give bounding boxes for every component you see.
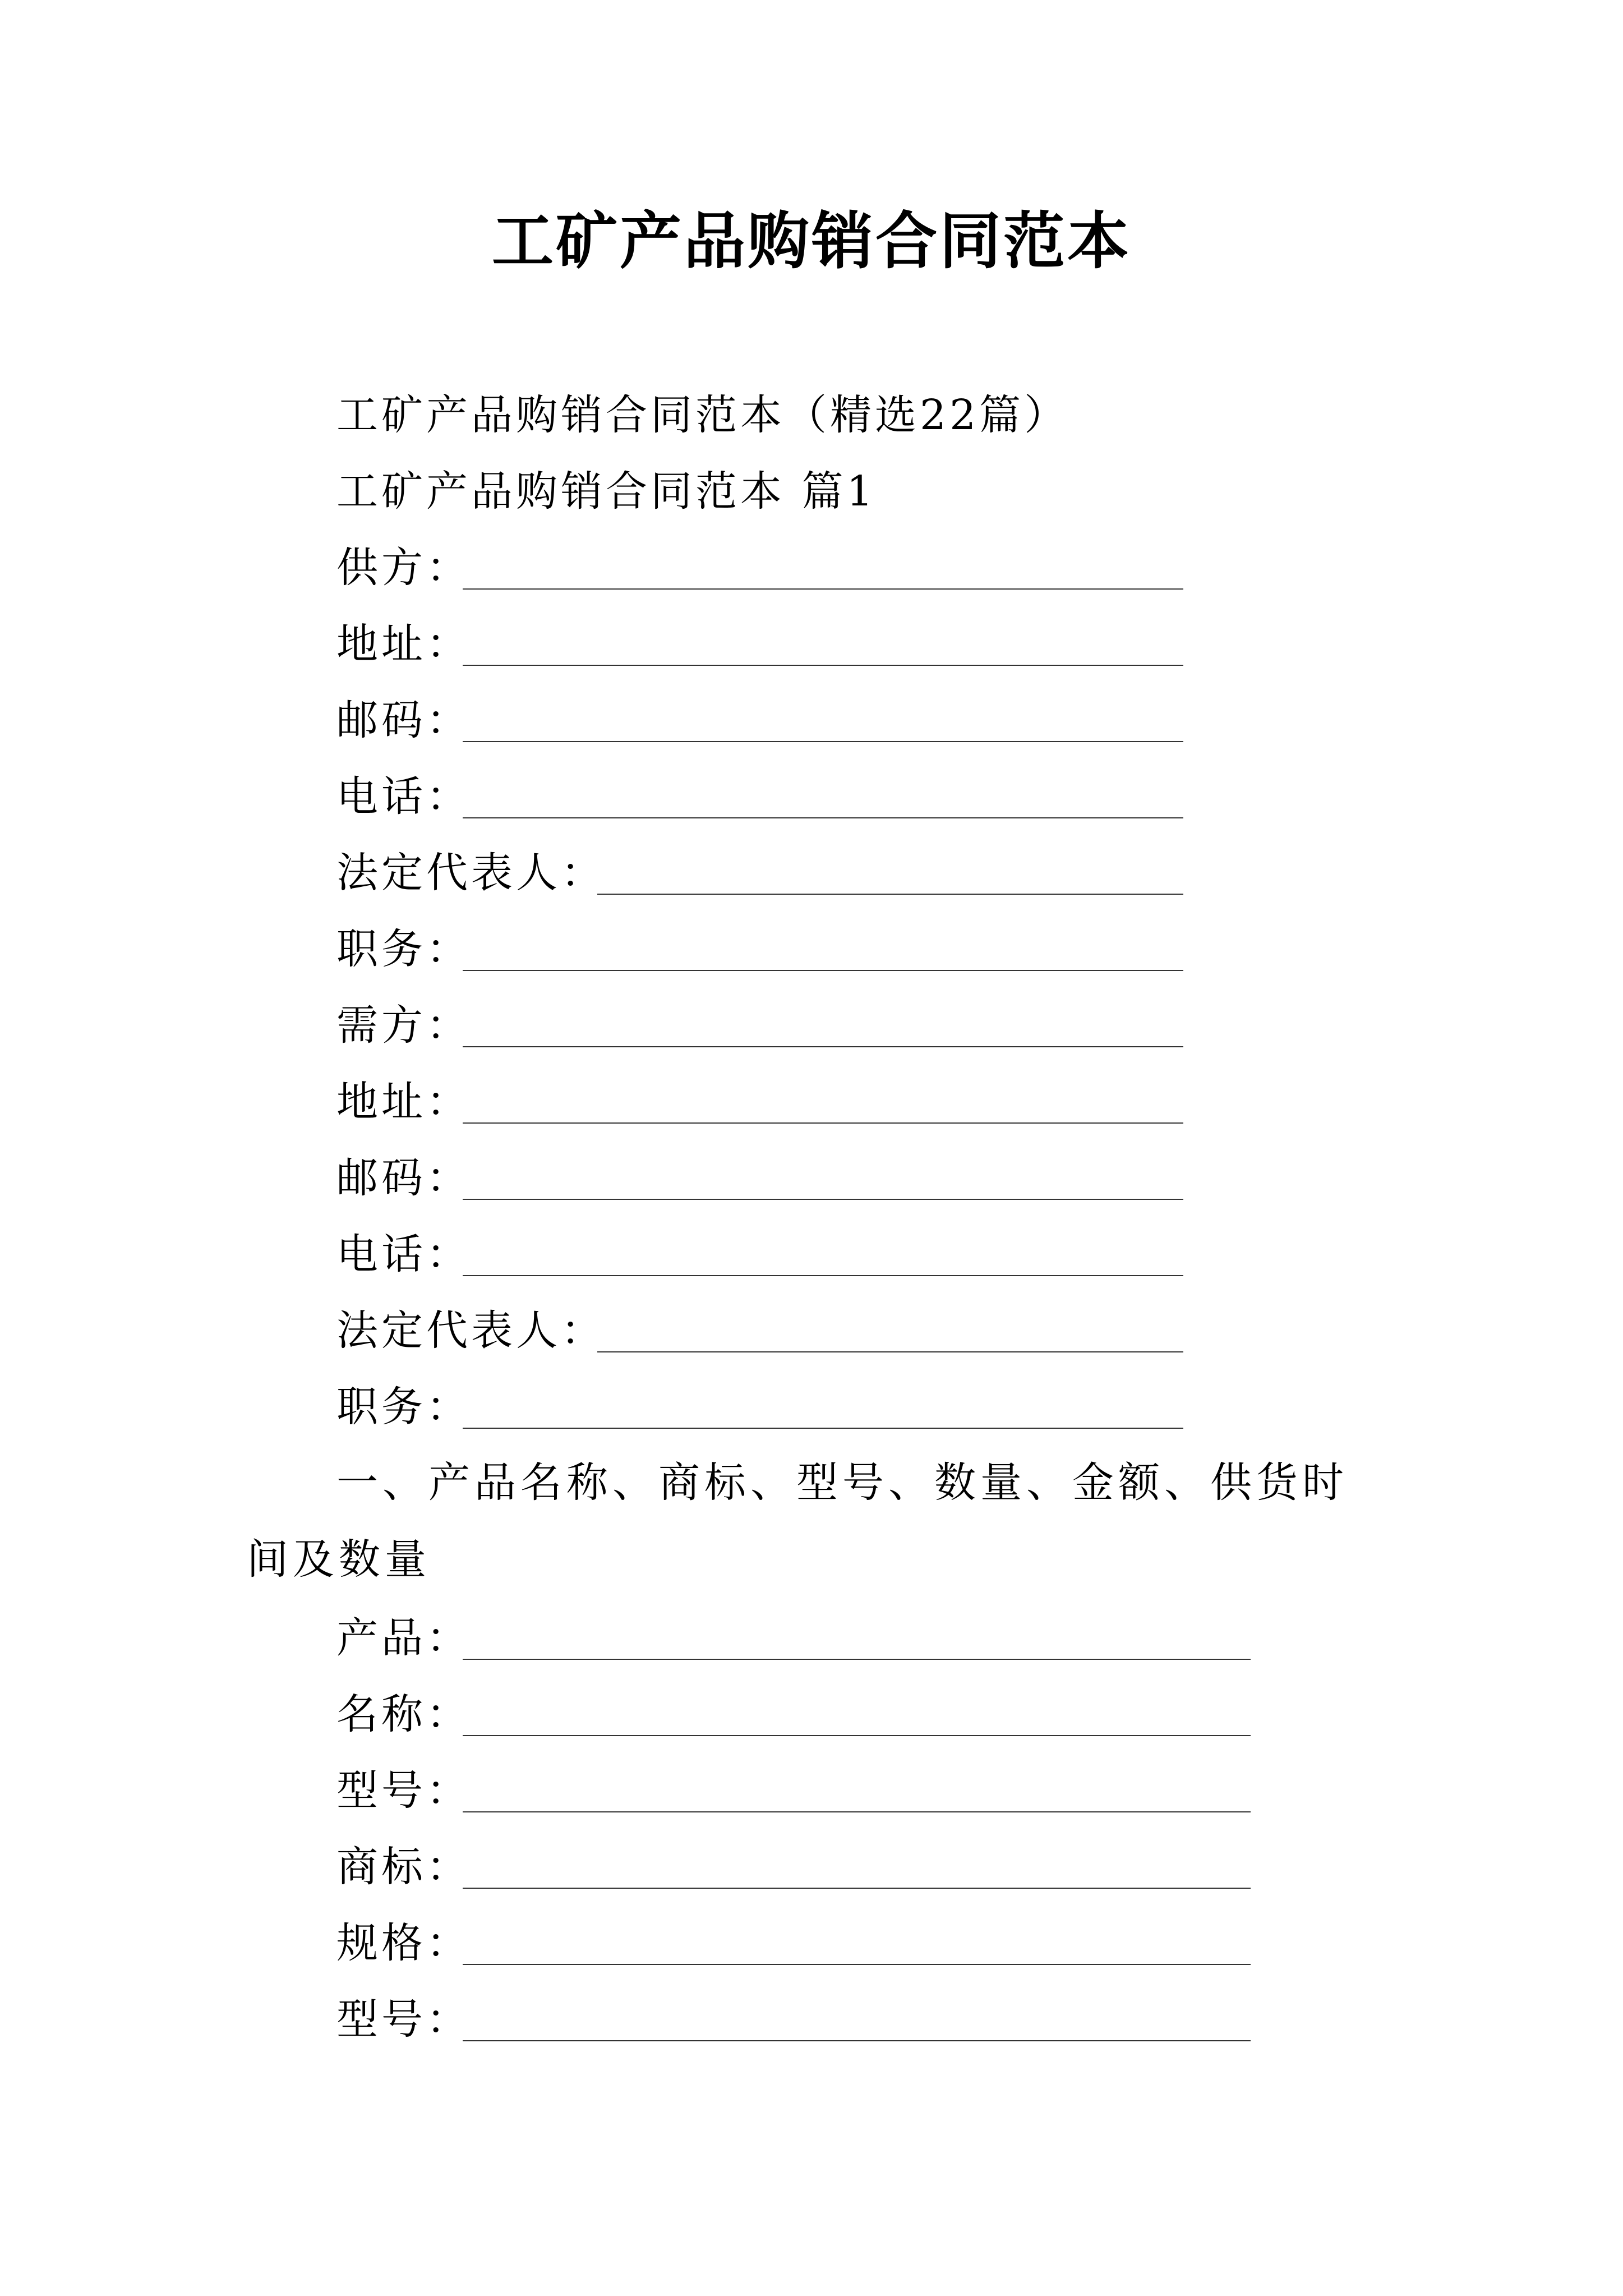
blank-line[interactable] (463, 1991, 1251, 2041)
product-model-field[interactable] (336, 1763, 1251, 1819)
blank-line[interactable] (463, 692, 1183, 742)
field-label: 法定代表人： (336, 1306, 606, 1355)
supplier-postcode-field[interactable] (336, 692, 1183, 748)
buyer-phone-field[interactable] (336, 1226, 1183, 1282)
blank-line[interactable] (463, 1226, 1183, 1276)
buyer-address-field[interactable] (336, 1074, 1183, 1130)
field-label: 型号： (336, 1766, 471, 1815)
field-label: 名称： (336, 1690, 471, 1738)
product-name-field[interactable] (336, 1686, 1251, 1742)
blank-line[interactable] (463, 540, 1183, 590)
product-model-field-2[interactable] (336, 1991, 1251, 2047)
field-label: 法定代表人： (336, 849, 606, 897)
blank-line[interactable] (463, 1150, 1183, 1200)
field-label: 产品： (336, 1614, 471, 1662)
field-label: 职务： (336, 1383, 471, 1431)
field-label: 供方： (336, 544, 471, 592)
section-heading: 工矿产品购销合同范本 篇1 (336, 467, 877, 516)
product-trademark-field[interactable] (336, 1839, 1251, 1895)
supplier-position-field[interactable] (336, 921, 1183, 977)
blank-line[interactable] (463, 1686, 1251, 1736)
blank-line[interactable] (463, 1379, 1183, 1429)
blank-line[interactable] (597, 1303, 1183, 1352)
blank-line[interactable] (597, 845, 1183, 895)
supplier-phone-field[interactable] (336, 769, 1183, 825)
blank-line[interactable] (463, 769, 1183, 818)
supplier-address-field[interactable] (336, 616, 1183, 672)
field-label: 邮码： (336, 1154, 471, 1202)
field-label: 型号： (336, 1995, 471, 2044)
blank-line[interactable] (463, 616, 1183, 666)
blank-line[interactable] (463, 921, 1183, 971)
field-label: 邮码： (336, 696, 471, 744)
buyer-legal-rep-field[interactable] (336, 1303, 1183, 1359)
buyer-position-field[interactable] (336, 1379, 1183, 1435)
blank-line[interactable] (463, 1610, 1251, 1660)
blank-line[interactable] (463, 1915, 1251, 1965)
supplier-name-field[interactable] (336, 540, 1183, 596)
supplier-legal-rep-field[interactable] (336, 845, 1183, 901)
field-label: 职务： (336, 925, 471, 973)
blank-line[interactable] (463, 1763, 1251, 1812)
buyer-postcode-field[interactable] (336, 1150, 1183, 1206)
field-label: 地址： (336, 620, 471, 668)
blank-line[interactable] (463, 997, 1183, 1047)
blank-line[interactable] (463, 1074, 1183, 1124)
buyer-name-field[interactable] (336, 997, 1183, 1053)
field-label: 电话： (336, 772, 471, 821)
page-title: 工矿产品购销合同范本 (492, 205, 1131, 277)
field-label: 需方： (336, 1001, 471, 1050)
blank-line[interactable] (463, 1839, 1251, 1889)
document-subtitle: 工矿产品购销合同范本（精选22篇） (336, 391, 1069, 439)
product-spec-field[interactable] (336, 1915, 1251, 1971)
clause-1-paragraph: 一、产品名称、商标、型号、数量、金额、供货时间及数量 (247, 1458, 1348, 1584)
field-label: 电话： (336, 1230, 471, 1278)
product-field[interactable] (336, 1610, 1251, 1666)
field-label: 商标： (336, 1843, 471, 1891)
field-label: 地址： (336, 1078, 471, 1126)
field-label: 规格： (336, 1919, 471, 1967)
